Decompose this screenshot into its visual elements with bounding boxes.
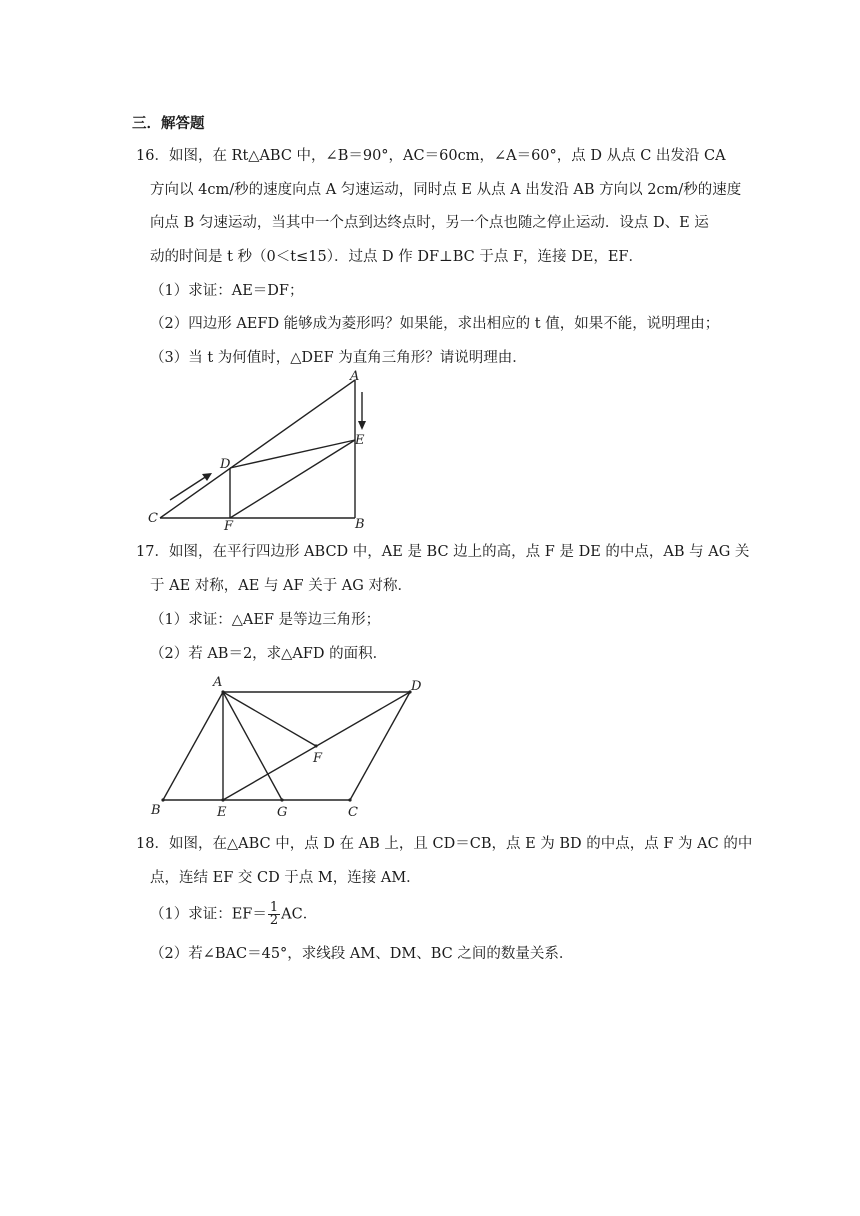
segment-fe	[230, 440, 355, 518]
q18-line-2: 点，连结 EF 交 CD 于点 M，连接 AM．	[150, 870, 421, 886]
label-b: B	[355, 517, 365, 530]
q18-part-1-suffix: AC．	[281, 906, 318, 923]
arrow-head-ab	[358, 421, 366, 430]
label-e: E	[217, 805, 227, 820]
q16-line-3: 向点 B 匀速运动，当其中一个点到达终点时，另一个点也随之停止运动．设点 D、E 运	[150, 215, 709, 231]
q18-part-2: （2）若∠BAC＝45°，求线段 AM、DM、BC 之间的数量关系．	[150, 946, 574, 962]
segment-ca	[160, 380, 355, 518]
label-a: A	[213, 675, 223, 690]
label-e: E	[355, 433, 365, 448]
q16-line-4: 动的时间是 t 秒（0＜t≤15）．过点 D 作 DF⊥BC 于点 F，连接 DE，EF．	[150, 249, 643, 265]
q18-line-1: 18．如图，在△ABC 中，点 D 在 AB 上，且 CD＝CB，点 E 为 BD 的中点，点 F 为 AC 的中	[136, 836, 753, 852]
label-d: D	[411, 679, 422, 694]
q17-figure	[145, 670, 435, 820]
q18-part-1-prefix: （1）求证：EF＝	[150, 906, 267, 923]
fraction-numerator: 1	[269, 900, 279, 915]
segment-de	[230, 440, 355, 468]
q16-part-3: （3）当 t 为何值时，△DEF 为直角三角形？请说明理由．	[150, 350, 527, 366]
label-g: G	[277, 805, 288, 820]
segment-ag	[223, 692, 282, 800]
q16-part-2: （2）四边形 AEFD 能够成为菱形吗？如果能，求出相应的 t 值，如果不能，说明理由；	[150, 316, 720, 332]
q17-part-2: （2）若 AB＝2，求△AFD 的面积．	[150, 646, 388, 662]
label-d: D	[220, 457, 231, 472]
q16-line-2: 方向以 4cm/秒的速度向点 A 匀速运动，同时点 E 从点 A 出发沿 AB 方向以 2cm/秒的速度	[150, 182, 742, 198]
q17-line-2: 于 AE 对称，AE 与 AF 关于 AG 对称．	[150, 578, 412, 594]
segment-ab	[163, 692, 223, 800]
arrow-head-ca	[202, 473, 212, 481]
fraction-one-half	[268, 902, 280, 927]
q18-part-1	[150, 902, 317, 927]
q17-line-1: 17．如图，在平行四边形 ABCD 中，AE 是 BC 边上的高，点 F 是 DE 的中点，AB 与 AG 关	[136, 544, 750, 560]
segment-dc	[350, 692, 410, 800]
fraction-denominator: 2	[269, 913, 279, 928]
segment-af	[223, 692, 316, 746]
label-c: C	[148, 511, 158, 526]
q16-part-1: （1）求证：AE＝DF；	[150, 283, 304, 299]
q16-figure	[140, 370, 380, 530]
q16-line-1: 16．如图，在 Rt△ABC 中，∠B＝90°，AC＝60cm，∠A＝60°，点 D 从点 C 出发沿 CA	[136, 148, 726, 164]
label-f: F	[313, 751, 323, 766]
label-a: A	[350, 370, 360, 384]
q17-part-1: （1）求证：△AEF 是等边三角形；	[150, 612, 381, 628]
label-f: F	[224, 519, 234, 530]
label-c: C	[348, 805, 358, 820]
label-b: B	[151, 803, 161, 818]
section-title: 三．解答题	[132, 115, 205, 132]
